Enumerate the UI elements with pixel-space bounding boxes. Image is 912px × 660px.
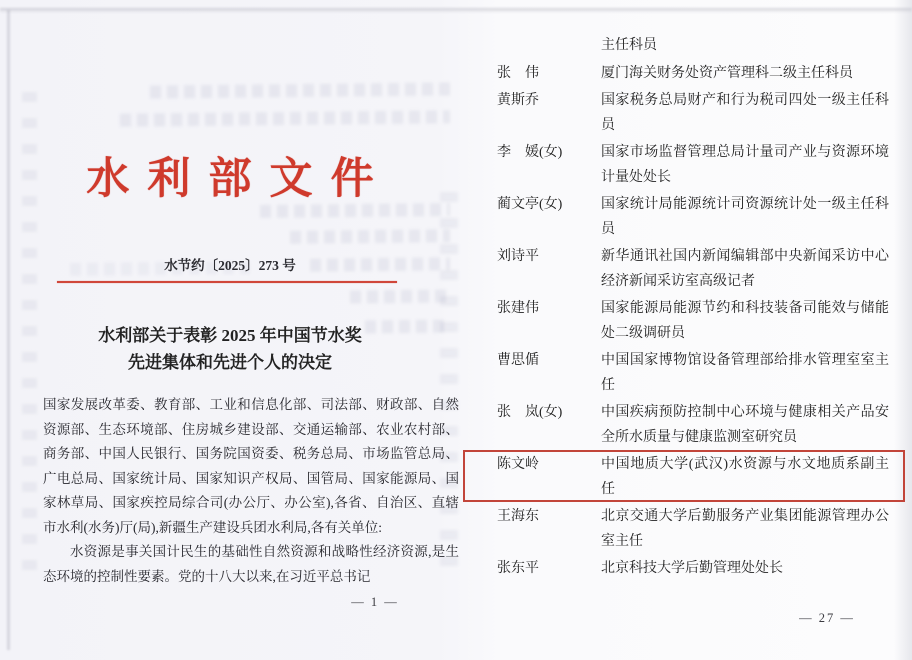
awardee-name: 王海东 bbox=[497, 509, 539, 524]
document-title-line1: 水利部关于表彰 2025 年中国节水奖 bbox=[98, 326, 362, 345]
list-item bbox=[497, 193, 889, 242]
document-body bbox=[43, 393, 459, 589]
list-item bbox=[497, 297, 889, 346]
document-title-line2: 先进集体和先进个人的决定 bbox=[128, 353, 332, 372]
awardee-position: 主任科员 bbox=[601, 38, 657, 53]
right-page bbox=[462, 0, 912, 660]
agency-header: 水利部文件 bbox=[86, 156, 392, 203]
list-item bbox=[497, 557, 889, 582]
body-paragraph: 水资源是事关国计民生的基础性自然资源和战略性经济资源,是生态环境的控制性要素。党的十八大以来,在习近平总书记 bbox=[43, 544, 459, 584]
list-item bbox=[497, 34, 889, 59]
awardee-name: 曹思偱 bbox=[497, 353, 539, 368]
awardee-name: 张建伟 bbox=[497, 301, 539, 316]
awardee-name: 李 媛(女) bbox=[497, 145, 563, 160]
awardee-position: 中国疾病预防控制中心环境与健康相关产品安全所水质量与健康监测室研究员 bbox=[601, 405, 889, 445]
awardee-position: 厦门海关财务处资产管理科二级主任科员 bbox=[601, 65, 853, 81]
list-item bbox=[497, 349, 889, 398]
awardee-name: 陈文岭 bbox=[497, 457, 539, 472]
awardee-position: 北京交通大学后勤服务产业集团能源管理办公室主任 bbox=[601, 509, 889, 549]
list-item bbox=[497, 141, 889, 190]
awardee-name: 张东平 bbox=[497, 561, 539, 576]
list-item bbox=[497, 245, 889, 294]
awardee-position: 北京科技大学后勤管理处处长 bbox=[601, 561, 783, 576]
bleedthrough-artifact bbox=[350, 289, 450, 303]
page-number-right: — 27 — bbox=[799, 611, 855, 625]
list-item bbox=[497, 62, 889, 87]
awardee-name: 刘诗平 bbox=[497, 249, 539, 264]
document-title bbox=[30, 322, 430, 376]
addressee-paragraph: 国家发展改革委、教育部、工业和信息化部、司法部、财政部、自然资源部、生态环境部、住房城乡建设部、交通运输部、农业农村部、商务部、中国人民银行、国务院国资委、税务总局、市场监管总局、广电总局、国家统计局、国家知识产权局、国管局、国家能源局、国家林草局、国家疾控局综合司(办公厅、办公室),各省、自治区、直辖市水利(水务)厅(局),新疆生产建设兵团水利局,各有关单位: bbox=[43, 397, 459, 535]
awardee-name: 张 伟 bbox=[497, 65, 539, 81]
awardee-name: 黄斯乔 bbox=[497, 93, 539, 108]
awardee-position: 国家能源局能源节约和科技装备司能效与储能处二级调研员 bbox=[601, 301, 889, 341]
awardee-position: 国家税务总局财产和行为税司四处一级主任科员 bbox=[601, 93, 889, 133]
awardee-position: 中国国家博物馆设备管理部给排水管理室室主任 bbox=[601, 353, 889, 393]
bleedthrough-artifact bbox=[120, 110, 450, 126]
awardee-list bbox=[497, 34, 889, 585]
awardee-position: 国家统计局能源统计司资源统计处一级主任科员 bbox=[601, 197, 889, 237]
list-item bbox=[497, 505, 889, 554]
awardee-position: 国家市场监督管理总局计量司产业与资源环境计量处处长 bbox=[601, 145, 889, 185]
bleedthrough-artifact bbox=[290, 229, 450, 244]
list-item bbox=[497, 401, 889, 450]
bleedthrough-artifact bbox=[150, 82, 450, 98]
red-divider-rule bbox=[57, 281, 397, 283]
awardee-position: 中国地质大学(武汉)水资源与水文地质系副主任 bbox=[601, 457, 889, 497]
awardee-name: 张 岚(女) bbox=[497, 405, 563, 420]
awardee-name: 蔺文亭(女) bbox=[497, 197, 563, 212]
list-item-highlighted bbox=[497, 453, 889, 502]
list-item bbox=[497, 89, 889, 138]
page-number-left: — 1 — bbox=[351, 595, 399, 609]
awardee-position: 新华通讯社国内新闻编辑部中央新闻采访中心经济新闻采访室高级记者 bbox=[601, 249, 889, 289]
left-page bbox=[10, 12, 462, 648]
document-number: 水节约〔2025〕273 号 bbox=[164, 258, 296, 273]
